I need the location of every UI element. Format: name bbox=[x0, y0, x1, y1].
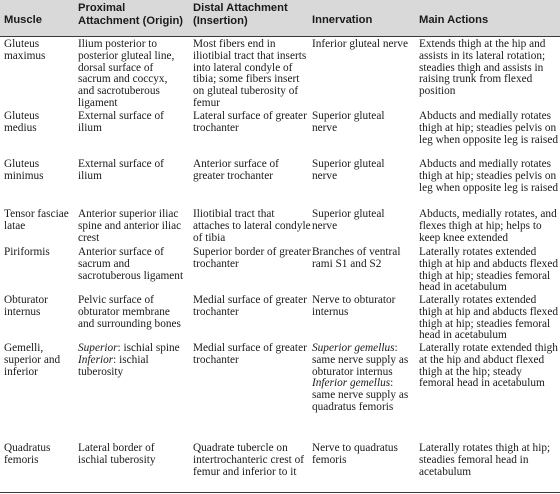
origin-cell bbox=[78, 343, 186, 378]
table-header bbox=[0, 0, 560, 36]
muscle-cell: Gemelli, superior and inferior bbox=[4, 342, 61, 378]
origin-superior-label: Superior bbox=[78, 342, 118, 354]
origin-cell: External surface of ilium bbox=[78, 110, 164, 134]
muscle-cell: Gluteus medius bbox=[4, 110, 40, 134]
innervation-cell: Superior gluteal nerve bbox=[312, 110, 385, 134]
actions-cell: Abducts, medially rotates, and flexes thigh at hip; helps to keep knee extended bbox=[419, 208, 557, 244]
origin-cell: External surface of ilium bbox=[78, 158, 164, 182]
insertion-cell: Lateral surface of greater trochanter bbox=[193, 110, 307, 134]
muscle-cell: Gluteus minimus bbox=[4, 158, 44, 182]
actions-cell: Laterally rotates thigh at hip; steadies femoral head in acetabulum bbox=[419, 442, 551, 478]
insertion-cell: Superior border of greater trochanter bbox=[193, 246, 311, 270]
origin-cell: Anterior surface of sacrum and sacrotuberous ligament bbox=[78, 246, 184, 282]
actions-cell: Laterally rotates extended thigh at hip and abducts flexed thigh at hip; steadies femoral head in acetabulum bbox=[419, 246, 558, 294]
innervation-inferior-text: : same nerve supply as quadratus femoris bbox=[312, 377, 409, 413]
table-row bbox=[0, 442, 560, 492]
insertion-cell: Iliotibial tract that attaches to lateral condyle of tibia bbox=[193, 208, 311, 244]
header-innervation: Innervation bbox=[312, 14, 373, 26]
insertion-cell: Quadrate tubercle on intertrochanteric crest of femur and inferior to it bbox=[193, 442, 305, 478]
origin-cell: Ilium posterior to posterior gluteal line, dorsal surface of sacrum and coccyx, and sacrotuberous ligament bbox=[78, 38, 175, 109]
muscle-cell: Piriformis bbox=[4, 246, 50, 258]
header-muscle: Muscle bbox=[4, 14, 42, 26]
table-row bbox=[0, 38, 560, 110]
insertion-cell: Medial surface of greater trochanter bbox=[193, 294, 307, 318]
muscle-cell: Tensor fasciae latae bbox=[4, 208, 69, 232]
insertion-cell: Anterior surface of greater trochanter bbox=[193, 158, 279, 182]
origin-cell: Pelvic surface of obturator membrane and surrounding bones bbox=[78, 294, 181, 330]
actions-cell: Abducts and medially rotates thigh at hip; steadies pelvis on leg when opposite leg is raised bbox=[419, 158, 558, 194]
innervation-inferior-label: Inferior gemellus bbox=[312, 377, 391, 390]
innervation-cell: Branches of ventral rami S1 and S2 bbox=[312, 246, 401, 270]
actions-cell: Extends thigh at the hip and assists in its lateral rotation; steadies thigh and assists in raising trunk from flexed position bbox=[419, 38, 546, 98]
header-insertion: Distal Attachment (Insertion) bbox=[193, 2, 288, 27]
table-row bbox=[0, 158, 560, 208]
origin-superior-text: : ischial spine bbox=[117, 342, 180, 354]
actions-cell: Laterally rotate extended thigh at the hip and abduct flexed thigh at the hip; steady femoral head in acetabulum bbox=[419, 342, 558, 390]
table-row bbox=[0, 294, 560, 342]
actions-cell: Laterally rotates extended thigh at hip and abducts flexed thigh at hip; steadies femoral head in acetabulum bbox=[419, 294, 558, 342]
table-row bbox=[0, 208, 560, 246]
muscle-cell: Quadratus femoris bbox=[4, 442, 51, 466]
insertion-cell: Most fibers end in iliotibial tract that inserts into lateral condyle of tibia; some fibers insert on gluteal tuberosity of femur bbox=[193, 38, 307, 109]
innervation-cell: Nerve to obturator internus bbox=[312, 294, 396, 318]
muscle-cell: Gluteus maximus bbox=[4, 38, 46, 62]
innervation-superior-label: Superior gemellus bbox=[312, 342, 395, 354]
bottom-rule bbox=[0, 492, 560, 493]
table-row bbox=[0, 342, 560, 442]
table-row bbox=[0, 110, 560, 158]
innervation-cell bbox=[312, 343, 412, 414]
origin-cell: Anterior superior iliac spine and anterior iliac crest bbox=[78, 208, 182, 244]
header-origin: Proximal Attachment (Origin) bbox=[78, 2, 184, 27]
actions-cell: Abducts and medially rotates thigh at hip; steadies pelvis on leg when opposite leg is raised bbox=[419, 110, 558, 146]
table-row bbox=[0, 246, 560, 294]
innervation-cell: Nerve to quadratus femoris bbox=[312, 442, 398, 466]
insertion-cell: Medial surface of greater trochanter bbox=[193, 342, 307, 366]
innervation-cell: Inferior gluteal nerve bbox=[312, 38, 408, 50]
origin-inferior-label: Inferior bbox=[78, 353, 114, 366]
header-actions: Main Actions bbox=[419, 14, 489, 26]
muscle-cell: Obturator internus bbox=[4, 294, 48, 318]
innervation-cell: Superior gluteal nerve bbox=[312, 158, 385, 182]
innervation-superior-text: : same nerve supply as obturator internus bbox=[312, 342, 409, 378]
origin-inferior-text: : ischial tuberosity bbox=[78, 353, 149, 378]
origin-cell: Lateral border of ischial tuberosity bbox=[78, 442, 156, 466]
header-rule bbox=[0, 36, 560, 37]
innervation-cell: Superior gluteal nerve bbox=[312, 208, 385, 232]
